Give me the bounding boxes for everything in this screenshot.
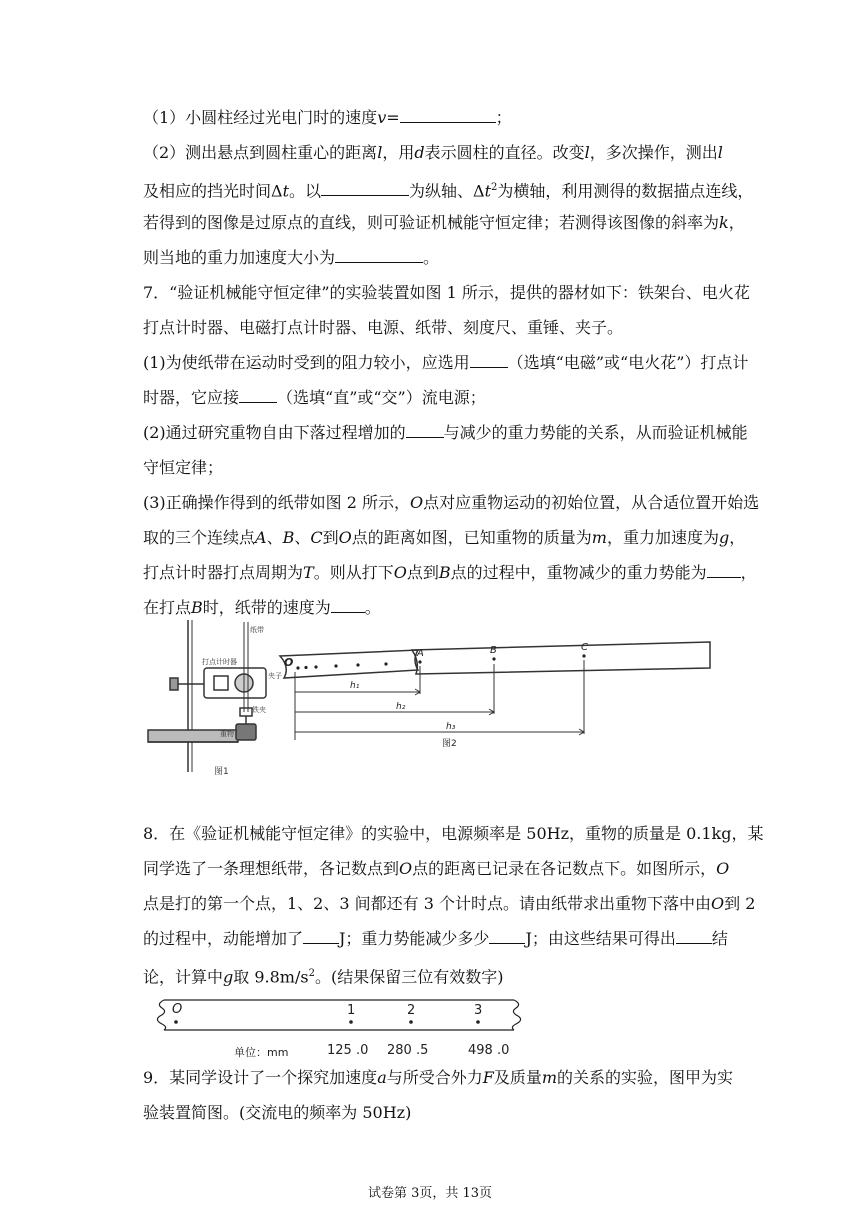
tape-label-2: 2 (407, 1003, 416, 1018)
fig1-label-clip: 夹子 (268, 672, 282, 680)
page-footer: 试卷第 3页，共 13页 (367, 1186, 493, 1201)
answer-blank (335, 248, 423, 263)
fig2-caption: 图2 (442, 739, 457, 749)
tape-value-3: 498 .0 (468, 1043, 510, 1058)
q7-sub1-line2: 时器，它应接 （选填“直”或“交”）流电源； (143, 388, 486, 407)
q6-part2-line4: 则当地的重力加速度大小为 。 (143, 248, 440, 267)
weight-block (236, 724, 256, 740)
answer-blank (470, 353, 508, 368)
q8-stem-line2: 同学选了一条理想纸带，各记数点到O点的距离已记录在各记数点下。如图所示，O (143, 859, 730, 878)
answer-blank (400, 108, 496, 123)
tape-dot (296, 666, 299, 669)
q6-part1: （1）小圆柱经过光电门时的速度v= ； (143, 108, 512, 127)
tape-value-1: 125 .0 (327, 1043, 369, 1058)
fig2-label-A: A (417, 648, 424, 659)
fig2-label-C: C (581, 642, 588, 653)
fig1-label-clip2: 铁夹 (252, 706, 266, 714)
q7-stem-line1: 7．“验证机械能守恒定律”的实验装置如图 1 所示，提供的器材如下：铁架台、电火花 (143, 283, 750, 302)
tape-label-1: 1 (347, 1003, 356, 1018)
tape-label-O: O (172, 1002, 183, 1017)
q7-stem-line2: 打点计时器、电磁打点计时器、电源、纸带、刻度尺、重锤、夹子。 (143, 318, 624, 337)
q7-sub3-line4: 在打点B时，纸带的速度为 。 (143, 598, 381, 617)
fig1-label-weight: 重物 (220, 730, 234, 738)
fig2-label-h1: h₁ (350, 681, 360, 691)
fig1-label-timer: 打点计时器 (202, 658, 237, 666)
fig2-label-B: B (490, 645, 497, 656)
q7-figures (140, 612, 720, 782)
tape-point-1 (349, 1020, 353, 1024)
q9-stem-line2: 验装置简图。(交流电的频率为 50Hz) (143, 1103, 412, 1122)
answer-blank (489, 929, 525, 944)
q7-sub3-line1: (3)正确操作得到的纸带如图 2 所示，O点对应重物运动的初始位置，从合适位置开始选 (143, 493, 760, 512)
q8-stem-line5: 论，计算中g取 $9.8m/s^2$。(结果保留三位有效数字) (143, 967, 504, 987)
q9-stem-line1: 9．某同学设计了一个探究加速度a与所受合外力F及质量m的关系的实验，图甲为实 (143, 1068, 734, 1087)
q7-sub2-line2: 守恒定律； (143, 458, 224, 477)
tape-label-3: 3 (474, 1003, 483, 1018)
q7-sub3-line2: 取的三个连续点A、B、C到O点的距离如图，已知重物的质量为m，重力加速度为g， (143, 528, 746, 547)
q7-sub1-line1: (1)为使纸带在运动时受到的阻力较小，应选用 （选填“电磁”或“电火花”）打点计 (143, 353, 749, 372)
fig2-points (296, 654, 585, 669)
fig2-label-O: O (284, 656, 294, 669)
answer-blank (239, 388, 277, 403)
tape-point-3 (476, 1020, 480, 1024)
tape-dot (356, 663, 359, 666)
fig1-apparatus (148, 620, 266, 772)
answer-blank (707, 563, 741, 578)
answer-blank (331, 598, 365, 613)
tape-point-O (174, 1020, 178, 1024)
q7-sub3-line3: 打点计时器打点周期为T。则从打下O点到B点的过程中，重物减少的重力势能为 ， (143, 563, 757, 582)
answer-blank (676, 929, 712, 944)
tape-dot (334, 664, 337, 667)
tape-dot (314, 665, 317, 668)
q8-stem-line4: 的过程中，动能增加了 J；重力势能减少多少 J；由这些结果可得出 结 (143, 929, 728, 948)
q6-part2-line2: 及相应的挡光时间Δt。以 为纵轴、$\Delta t^2$为横轴，利用测得的数据描点连线， (143, 181, 754, 201)
tape-dot-C (582, 654, 585, 657)
q7-sub2-line1: (2)通过研究重物自由下落过程增加的 与减少的重力势能的关系，从而验证机械能 (143, 423, 748, 442)
q8-stem-line3: 点是打的第一个点，1、2、3 间都还有 3 个计时点。请由纸带求出重物下落中由O到 2 (143, 894, 756, 913)
answer-blank (321, 181, 409, 196)
tape-right-tear (512, 1000, 520, 1030)
fig2-label-h3: h₃ (446, 722, 456, 732)
tape-dot (304, 666, 307, 669)
q8-tape-figure (150, 990, 530, 1060)
tape-unit: 单位：mm (234, 1046, 289, 1059)
tape-left-tear (157, 1000, 165, 1030)
answer-blank (303, 929, 339, 944)
fig2-label-h2: h₂ (396, 702, 406, 712)
fig1-caption: 图1 (214, 767, 229, 777)
q6-part2-line3: 若得到的图像是过原点的直线，则可验证机械能守恒定律；若测得该图像的斜率为k， (143, 213, 745, 232)
q6-part2-line1: （2）测出悬点到圆柱重心的距离l，用d表示圆柱的直径。改变l，多次操作，测出l (143, 143, 723, 162)
tape-value-2: 280 .5 (387, 1043, 429, 1058)
tape-point-2 (409, 1020, 413, 1024)
tape-dot-B (492, 657, 495, 660)
q8-stem-line1: 8．在《验证机械能守恒定律》的实验中，电源频率是 50Hz，重物的质量是 0.1kg，某 (143, 824, 764, 843)
fig1-label-tape: 纸带 (250, 626, 264, 634)
answer-blank (406, 423, 444, 438)
tape-dot (384, 662, 387, 665)
tape-dot-A (418, 660, 421, 663)
